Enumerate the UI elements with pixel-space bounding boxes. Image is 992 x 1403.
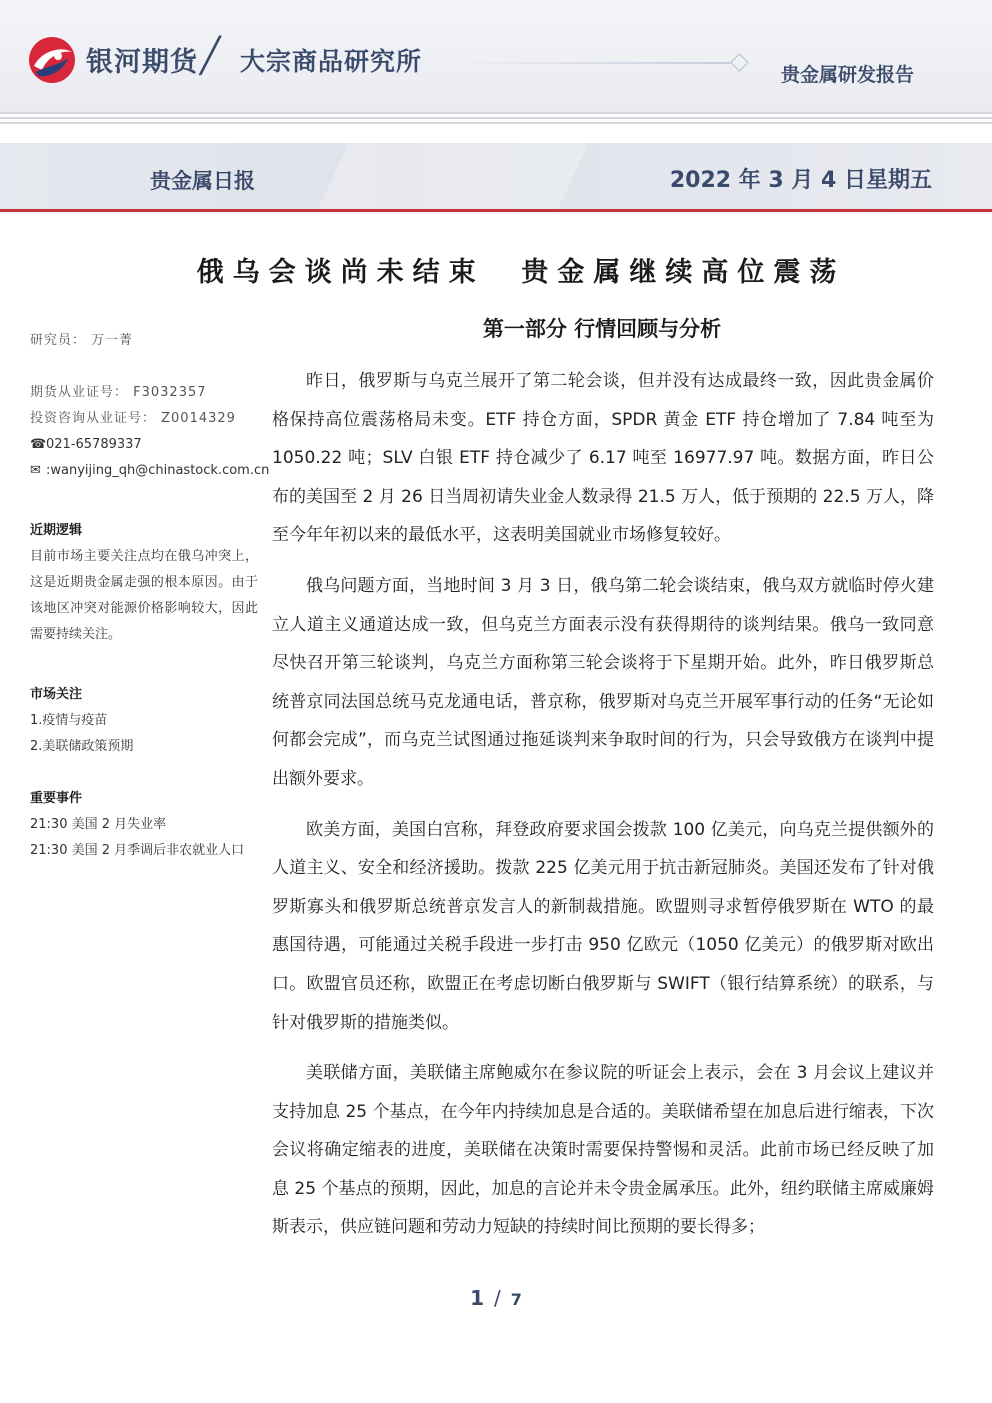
report-type: 贵金属研发报告 xyxy=(780,64,914,86)
current-page: 1 xyxy=(470,1286,485,1310)
section-title: 第一部分 行情回顾与分析 xyxy=(482,317,722,341)
recent-logic-text: 目前市场主要关注点均在俄乌冲突上，这是近期贵金属走强的根本原因。由于该地区冲突对能源价格影响较大，因此需要持续关注。 xyxy=(30,549,258,642)
mail-icon: ✉ xyxy=(30,463,41,478)
total-pages: 7 xyxy=(510,1290,522,1309)
phone-row xyxy=(30,432,258,458)
paragraph: 欧美方面，美国白宫称，拜登政府要求国会拨款 100 亿美元，向乌克兰提供额外的人道主义、安全和经济援助。拨款 225 亿美元用于抗击新冠肺炎。美国还发布了针对俄罗斯寡头和俄罗斯总统普京发言人的新制裁措施。欧盟则寻求暂停俄罗斯在 WTO 的最惠国待遇，可能通过关税手段进一步打击 950 亿欧元（1050 亿美元）的俄罗斯对欧出口。欧盟官员还称，欧盟正在考虑切断白俄罗斯与 SWIFT（银行结算系统）的联系，与针对俄罗斯的措施类似。 xyxy=(272,819,934,1033)
phone-number: 021-65789337 xyxy=(46,437,142,452)
title-bar-accent-line xyxy=(0,209,992,212)
sidebar xyxy=(30,328,270,864)
header-divider-line xyxy=(455,62,730,64)
page-number xyxy=(0,1286,992,1310)
brand-name: 银河期货 xyxy=(86,47,198,78)
page-separator: / xyxy=(494,1286,501,1310)
email-address[interactable]: :wanyijing_qh@chinastock.com.cn xyxy=(46,463,270,478)
event-item: 21:30 美国 2 月季调后非农就业人口 xyxy=(30,843,245,858)
advisory-license: 投资咨询从业证号： Z0014329 xyxy=(30,411,236,426)
body-text xyxy=(272,362,934,1259)
researcher-name: 研究员： 万一菁 xyxy=(30,333,134,348)
recent-logic-heading: 近期逻辑 xyxy=(30,523,83,538)
report-date: 2022 年 3 月 4 日星期五 xyxy=(669,168,932,193)
paragraph: 俄乌问题方面，当地时间 3 月 3 日，俄乌第二轮会谈结束，俄乌双方就临时停火建立人道主义通道达成一致，但乌克兰方面表示没有获得期待的谈判结果。俄乌一致同意尽快召开第三轮谈判，乌克兰方面称第三轮会谈将于下星期开始。此外，昨日俄罗斯总统普京同法国总统马克龙通电话，普京称，俄罗斯对乌克兰开展军事行动的任务“无论如何都会完成”，而乌克兰试图通过拖延谈判来争取时间的行为，只会导致俄方在谈判中提出额外要求。 xyxy=(272,575,934,789)
page-title: 俄乌会谈尚未结束 贵金属继续高位震荡 xyxy=(196,257,846,288)
email-row xyxy=(30,458,270,484)
market-focus-heading: 市场关注 xyxy=(30,687,83,702)
institute-name: 大宗商品研究所 xyxy=(240,47,423,76)
galaxy-logo-icon xyxy=(28,36,76,84)
market-focus-item: 1.疫情与疫苗 xyxy=(30,713,108,728)
event-item: 21:30 美国 2 月失业率 xyxy=(30,817,167,832)
report-series: 贵金属日报 xyxy=(150,169,255,193)
paragraph: 昨日，俄罗斯与乌克兰展开了第二轮会谈，但并没有达成最终一致，因此贵金属价格保持高位震荡格局未变。ETF 持仓方面，SPDR 黄金 ETF 持仓增加了 7.84 吨至为 1050.22 吨；SLV 白银 ETF 持仓减少了 6.17 吨至 16977.97 吨。数据方面，昨日公布的美国至 2 月 26 日当周初请失业金人数录得 21.5 万人，低于预期的 22.5 万人，降至今年年初以来的最低水平，这表明美国就业市场修复较好。 xyxy=(272,371,934,546)
phone-icon: ☎ xyxy=(30,437,47,452)
header-stripes xyxy=(0,112,992,124)
brand-separator: ╱ xyxy=(200,36,221,76)
market-focus-item: 2.美联储政策预期 xyxy=(30,739,134,754)
futures-license: 期货从业证号： F3032357 xyxy=(30,385,207,400)
paragraph: 美联储方面，美联储主席鲍威尔在参议院的听证会上表示，会在 3 月会议上建议并支持加息 25 个基点，在今年内持续加息是合适的。美联储希望在加息后进行缩表，下次会议将确定缩表的进度，美联储在决策时需要保持警惕和灵活。此前市场已经反映了加息 25 个基点的预期，因此，加息的言论并未令贵金属承压。此外，纽约联储主席威廉姆斯表示，供应链问题和劳动力短缺的持续时间比预期的要长得多； xyxy=(272,1063,934,1238)
events-heading: 重要事件 xyxy=(30,791,83,806)
